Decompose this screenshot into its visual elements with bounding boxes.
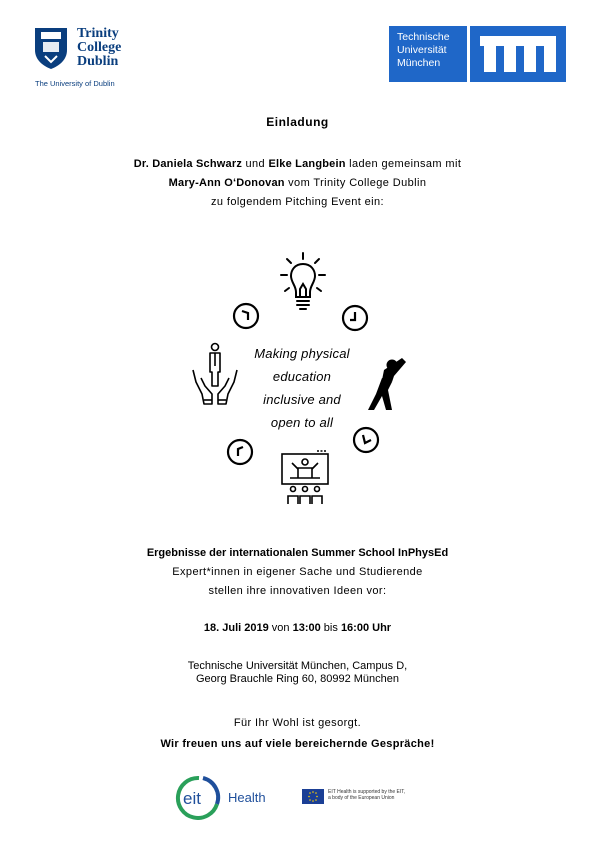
tum-name: Technische Universität München [389, 26, 467, 82]
clock-icon [341, 304, 369, 332]
page-title: Einladung [266, 115, 329, 129]
lightbulb-icon [279, 251, 327, 315]
event-date: 18. Juli 2019 von 13:00 bis 16:00 Uhr [203, 622, 392, 634]
eu-support-note: EIT Health is supported by the EIT, a body of the European Union [328, 789, 406, 801]
stretching-person-icon [364, 356, 408, 412]
shield-icon [33, 26, 69, 70]
results-text: Ergebnisse der internationalen Summer School InPhysEd Expert*innen in eigener Sache und Studierende stellen ihre innovativen Ideen vor: [146, 547, 449, 597]
classroom-icon [280, 450, 330, 506]
clock-icon [232, 302, 260, 330]
eit-text: eit [183, 789, 201, 808]
tcd-name: Trinity College Dublin [77, 26, 122, 69]
tcd-logo [33, 26, 143, 90]
tcd-subline: The University of Dublin [35, 79, 115, 88]
clock-icon [226, 438, 254, 466]
tum-logo [389, 26, 566, 82]
closing-text: Für Ihr Wohl ist gesorgt. Wir freuen uns auf viele bereichernde Gespräche! [160, 717, 435, 750]
eit-health-text: Health [228, 790, 266, 805]
eu-flag-icon [302, 789, 324, 804]
intro-text: Dr. Daniela Schwarz und Elke Langbein laden gemeinsam mit Mary-Ann O‘Donovan vom Trinity College Dublin zu folgendem Pitching Event ein: [133, 158, 462, 208]
event-address: Technische Universität München, Campus D, Georg Brauchle Ring 60, 80992 München [187, 660, 408, 685]
tum-mark-icon [470, 26, 566, 82]
event-tagline: Making physical education inclusive and open to all [254, 346, 350, 430]
